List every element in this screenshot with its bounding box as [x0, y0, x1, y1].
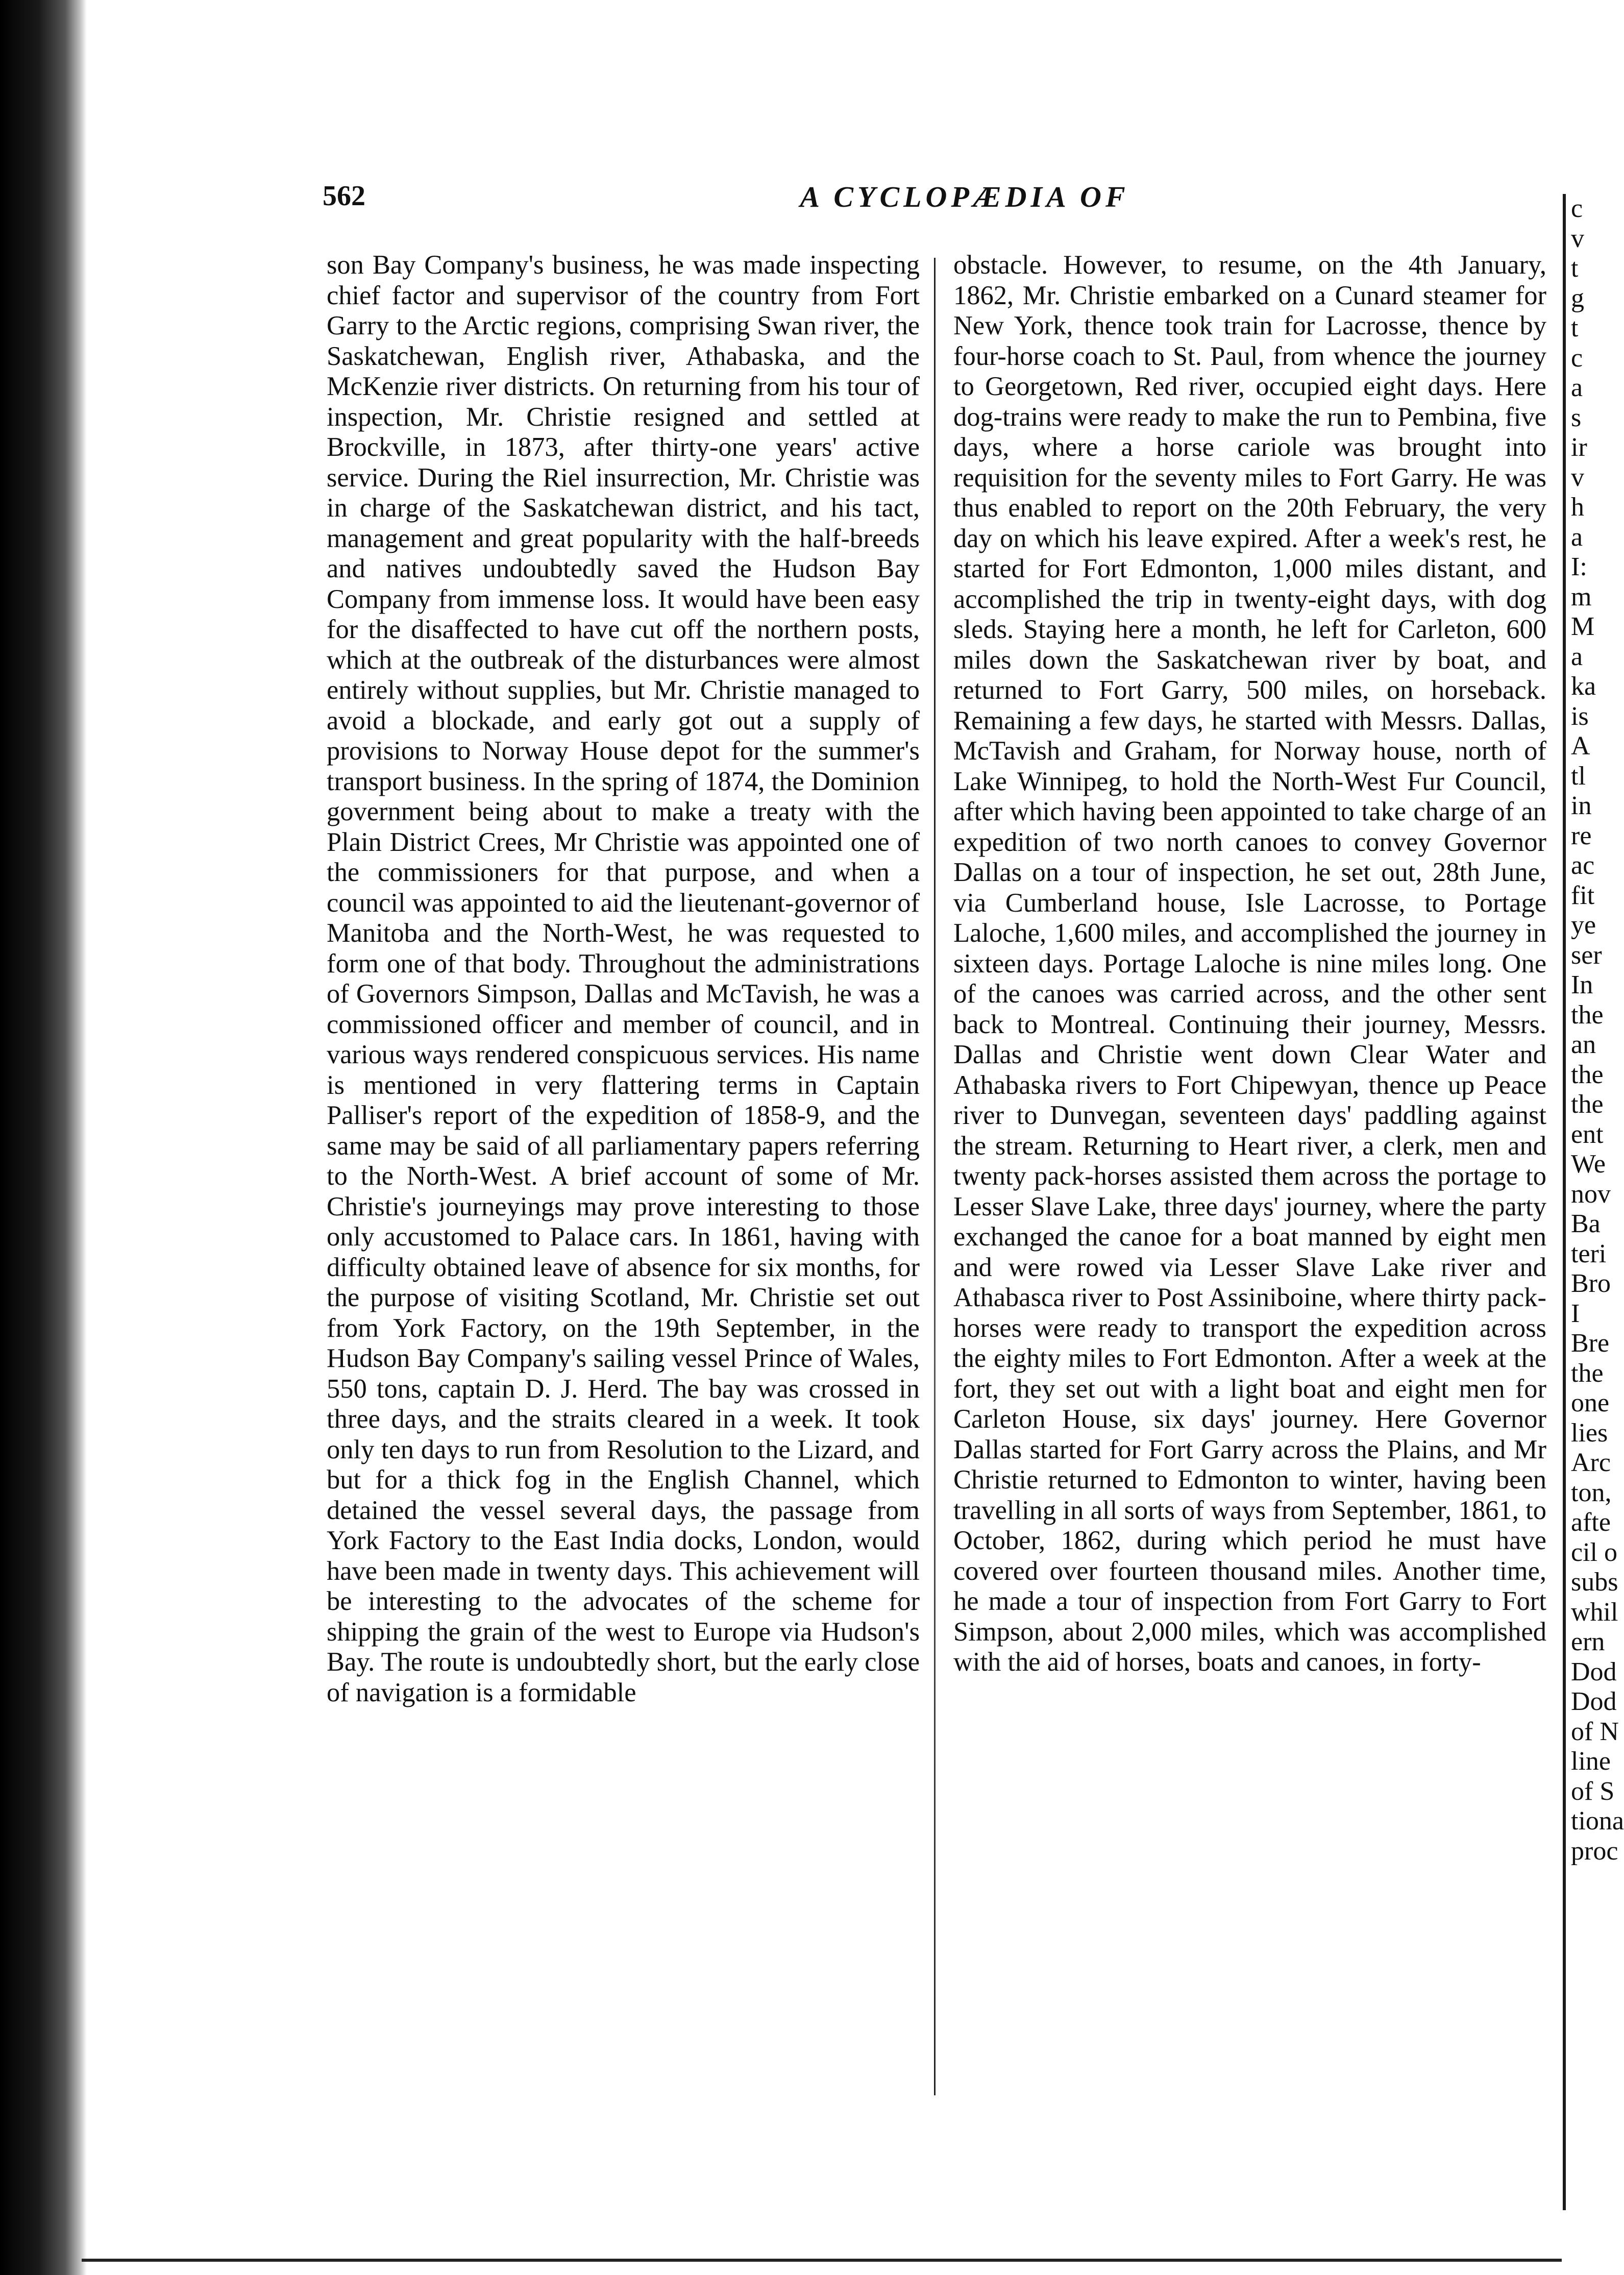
next-page-line: m — [1571, 582, 1592, 611]
next-page-line: ern — [1571, 1627, 1605, 1656]
next-page-line: a — [1571, 373, 1583, 402]
next-page-line: I — [1571, 1299, 1580, 1328]
next-page-fragment — [1563, 194, 1624, 2210]
next-page-line: the — [1571, 1090, 1604, 1119]
next-page-line: tl — [1571, 761, 1586, 791]
binding-edge — [0, 0, 87, 2275]
text-column-right — [953, 250, 1546, 2108]
next-page-line: one — [1571, 1388, 1610, 1417]
next-page-line: M — [1571, 612, 1595, 641]
next-page-line: the — [1571, 1358, 1604, 1388]
next-page-line: Bro — [1571, 1269, 1611, 1298]
next-page-line: is — [1571, 701, 1589, 731]
next-page-line: ton, — [1571, 1478, 1612, 1507]
next-page-line: A — [1571, 731, 1590, 761]
next-page-line: Ba — [1571, 1209, 1601, 1238]
next-page-line: the — [1571, 1000, 1604, 1030]
next-page-line: fit — [1571, 880, 1595, 910]
next-page-line: c — [1571, 194, 1583, 223]
next-page-line: ka — [1571, 672, 1596, 701]
next-page-line: a — [1571, 522, 1583, 552]
next-page-line: Dod — [1571, 1687, 1617, 1716]
column-text: son Bay Company's business, he was made inspecting chief factor and supervisor of the country from Fort Garry to the Arctic regions, comprising Swan river, the Saskatchewan, English river, Athabaska, and the McKenzie river districts. On returning from his tour of inspection, Mr. Christie resigned and settled at Brockville, in 1873, after thirty-one years' active service. During the Riel insurrection, Mr. Christie was in charge of the Saskatchewan district, and his tact, management and great popularity with the half-breeds and natives undoubtedly saved the Hudson Bay Company from immense loss. It would have been easy for the disaffected to have cut off the northern posts, which at the outbreak of the disturbances were almost entirely without supplies, but Mr. Christie managed to avoid a blockade, and early got out a supply of provisions to Norway House depot for the summer's transport business. In the spring of 1874, the Dominion government being about to make a treaty with the Plain District Crees, Mr Christie was appointed one of the commissioners for that purpose, and when a council was appointed to aid the lieutenant-governor of Manitoba and the North-West, he was requested to form one of that body. Throughout the administrations of Governors Simpson, Dallas and McTavish, he was a commissioned officer and member of council, and in various ways rendered conspicuous services. His name is mentioned in very flattering terms in Captain Palliser's report of the expedition of 1858-9, and the same may be said of all parliamentary papers referring to the North-West. A brief account of some of Mr. Christie's journeyings may prove interesting to those only accustomed to Palace cars. In 1861, having with difficulty obtained leave of absence for six months, for the purpose of visiting Scotland, Mr. Christie set out from York Factory, on the 19th September, in the Hudson Bay Company's sailing vessel Prince of Wales, 550 tons, captain D. J. Herd. The bay was crossed in three days, and the straits cleared in a week. It took only ten days to run from Resolution to the Lizard, and but for a thick fog in the English Channel, which detained the vessel several days, the passage from York Factory to the East India docks, London, would have been made in twenty days. This achievement will be interesting to the advocates of the scheme for shipping the grain of the west to Europe via Hudson's Bay. The route is undoubtedly short, but the early close of navigation is a formidable — [327, 250, 920, 1707]
next-page-line: nov — [1571, 1179, 1611, 1209]
next-page-line: subs — [1571, 1568, 1618, 1597]
next-page-line: We — [1571, 1149, 1606, 1179]
column-divider — [934, 258, 936, 2095]
next-page-line: ent — [1571, 1119, 1604, 1149]
next-page-line: cil o — [1571, 1537, 1617, 1567]
next-page-line: whil — [1571, 1597, 1618, 1627]
next-page-line: a — [1571, 642, 1583, 671]
next-page-line: t — [1571, 254, 1579, 283]
next-page-line: v — [1571, 224, 1584, 253]
next-page-line: g — [1571, 283, 1584, 313]
running-head: A CYCLOPÆDIA OF — [800, 180, 1129, 213]
next-page-line: proc — [1571, 1836, 1618, 1866]
next-page-line: I: — [1571, 552, 1587, 581]
next-page-line: ye — [1571, 911, 1596, 940]
next-page-line: line — [1571, 1747, 1611, 1776]
next-page-line: v — [1571, 462, 1584, 492]
next-page-line: s — [1571, 403, 1582, 432]
next-page-line: afte — [1571, 1508, 1611, 1537]
bottom-rule — [82, 2259, 1562, 2262]
column-text: obstacle. However, to resume, on the 4th January, 1862, Mr. Christie embarked on a Cunard steamer for New York, thence took train for Lacrosse, thence by four-horse coach to St. Paul, from whence the journey to Georgetown, Red river, occupied eight days. Here dog-trains were ready to make the run to Pembina, five days, where a horse cariole was brought into requisition for the seventy miles to Fort Garry. He was thus enabled to report on the 20th February, the very day on which his leave expired. After a week's rest, he started for Fort Edmonton, 1,000 miles distant, and accomplished the trip in twenty-eight days, with dog sleds. Staying here a month, he left for Carleton, 600 miles down the Saskatchewan river by boat, and returned to Fort Garry, 500 miles, on horseback. Remaining a few days, he started with Messrs. Dallas, McTavish and Graham, for Norway house, north of Lake Winnipeg, to hold the North-West Fur Council, after which having been appointed to take charge of an expedition of two north canoes to convey Governor Dallas on a tour of inspection, he set out, 28th June, via Cumberland house, Isle Lacrosse, to Portage Laloche, 1,600 miles, and accomplished the journey in sixteen days. Portage Laloche is nine miles long. One of the canoes was carried across, and the other sent back to Montreal. Continuing their journey, Messrs. Dallas and Christie went down Clear Water and Athabaska rivers to Fort Chipewyan, thence up Peace river to Dunvegan, seventeen days' paddling against the stream. Returning to Heart river, a clerk, men and twenty pack-horses assisted them across the portage to Lesser Slave Lake, three days' journey, where the party exchanged the canoe for a boat manned by eight men and were rowed via Lesser Slave Lake river and Athabasca river to Post Assiniboine, where thirty pack-horses were ready to transport the expedition across the eighty miles to Fort Edmonton. After a week at the fort, they set out with a light boat and eight men for Carleton House, six days' journey. Here Governor Dallas started for Fort Garry across the Plains, and Mr Christie returned to Edmonton to winter, having been travelling in all sorts of ways from September, 1861, to October, 1862, during which period he must have covered over fourteen thousand miles. Another time, he made a tour of inspection from Fort Garry to Fort Simpson, about 2,000 miles, which was accomplished with the aid of horses, boats and canoes, in forty- — [953, 250, 1546, 1677]
next-page-line: lies — [1571, 1418, 1608, 1448]
next-page-line: In — [1571, 970, 1593, 999]
next-page-line: the — [1571, 1060, 1604, 1089]
next-page-line: re — [1571, 821, 1592, 850]
next-page-line: tiona — [1571, 1806, 1624, 1836]
next-page-line: t — [1571, 313, 1579, 343]
next-page-line: of S — [1571, 1776, 1615, 1806]
next-page-line: h — [1571, 493, 1584, 522]
next-page-line: of N — [1571, 1717, 1619, 1746]
next-page-line: Arc — [1571, 1448, 1611, 1477]
next-page-line: c — [1571, 343, 1583, 373]
text-column-left — [327, 250, 920, 2108]
next-page-line: ir — [1571, 433, 1587, 462]
next-page-line: Dod — [1571, 1657, 1617, 1686]
next-page-line: in — [1571, 791, 1592, 820]
next-page-line: Bre — [1571, 1329, 1610, 1358]
page-number: 562 — [323, 180, 365, 212]
next-page-line: an — [1571, 1030, 1596, 1059]
next-page-line: ser — [1571, 940, 1602, 970]
next-page-line: teri — [1571, 1239, 1607, 1268]
next-page-line: ac — [1571, 851, 1595, 880]
